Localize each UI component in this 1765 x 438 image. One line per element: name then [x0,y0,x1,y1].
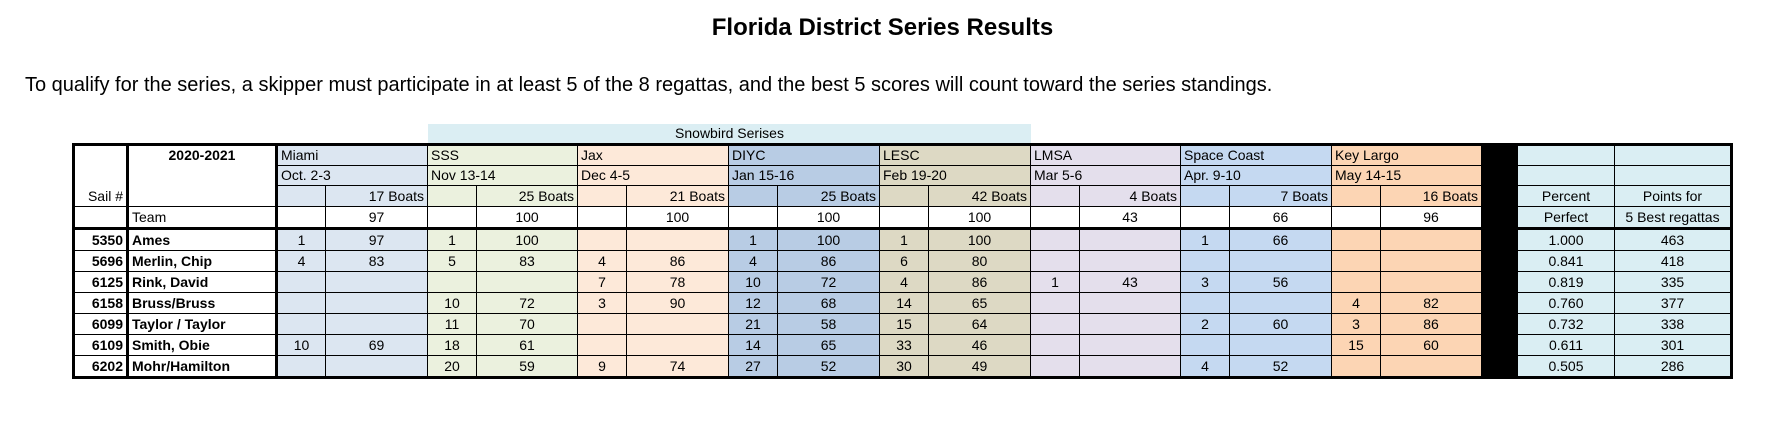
results-table [72,143,1733,379]
score [627,314,729,335]
regatta-name: SSS [428,145,578,166]
place: 12 [729,293,778,314]
score: 46 [929,335,1031,356]
score [1080,229,1181,251]
place [1332,356,1381,378]
divider-column [1483,272,1517,293]
points-header-2: 5 Best regattas [1615,207,1732,229]
place: 18 [428,335,477,356]
place [1031,229,1080,251]
sail-header-mid [74,166,128,186]
team-header: Team [128,207,277,229]
score: 68 [778,293,880,314]
place: 5 [428,251,477,272]
sail-number: 5696 [74,251,128,272]
place-blank [880,207,929,229]
points-best-5: 463 [1615,229,1732,251]
score: 90 [627,293,729,314]
season-blank [128,166,277,186]
place [578,314,627,335]
header-row-max [74,207,1732,229]
score [326,356,428,378]
header-row-dates [74,166,1732,186]
score [1230,251,1332,272]
place [1031,251,1080,272]
score: 78 [627,272,729,293]
place: 15 [1332,335,1381,356]
divider-column [1483,229,1517,251]
regatta-name: Jax [578,145,729,166]
summary-blank [1615,145,1732,166]
score: 83 [326,251,428,272]
team-name: Merlin, Chip [128,251,277,272]
percent-perfect: 0.611 [1517,335,1615,356]
place: 14 [880,293,929,314]
score: 43 [1080,272,1181,293]
divider-column [1483,186,1517,207]
place [277,272,326,293]
score [477,272,578,293]
score [1381,356,1483,378]
percent-header-2: Perfect [1517,207,1615,229]
regatta-name: Miami [277,145,428,166]
place [1031,356,1080,378]
regatta-boats: 25 Boats [477,186,578,207]
summary-blank [1615,166,1732,186]
score: 86 [778,251,880,272]
score: 52 [778,356,880,378]
place [1031,293,1080,314]
score: 100 [929,229,1031,251]
percent-perfect: 0.505 [1517,356,1615,378]
score: 59 [477,356,578,378]
place: 3 [578,293,627,314]
regatta-max-points: 66 [1230,207,1332,229]
score [627,335,729,356]
regatta-boats: 17 Boats [326,186,428,207]
team-name: Bruss/Bruss [128,293,277,314]
points-header: Points for [1615,186,1732,207]
place: 27 [729,356,778,378]
points-best-5: 338 [1615,314,1732,335]
place: 10 [277,335,326,356]
place: 1 [1031,272,1080,293]
sail-header-top [74,145,128,166]
divider-column [1483,314,1517,335]
place: 30 [880,356,929,378]
place-blank [729,186,778,207]
score: 66 [1230,229,1332,251]
score [1080,251,1181,272]
place: 9 [578,356,627,378]
score [326,314,428,335]
score: 49 [929,356,1031,378]
place: 15 [880,314,929,335]
score: 100 [477,229,578,251]
score: 97 [326,229,428,251]
team-name: Ames [128,229,277,251]
place [277,356,326,378]
score: 52 [1230,356,1332,378]
score: 86 [929,272,1031,293]
place-blank [578,207,627,229]
regatta-date: Feb 19-20 [880,166,1031,186]
sail-number-header: Sail # [74,186,128,207]
score [1381,272,1483,293]
divider-column [1483,166,1517,186]
place: 33 [880,335,929,356]
place-blank [277,186,326,207]
score: 65 [929,293,1031,314]
score: 72 [778,272,880,293]
snowbird-series-label: Snowbird Serises [428,124,1031,143]
place: 4 [277,251,326,272]
sail-number: 6099 [74,314,128,335]
summary-blank [1517,166,1615,186]
place-blank [1332,186,1381,207]
score: 64 [929,314,1031,335]
regatta-boats: 25 Boats [778,186,880,207]
place: 10 [428,293,477,314]
sail-number: 6202 [74,356,128,378]
team-name: Taylor / Taylor [128,314,277,335]
regatta-boats: 21 Boats [627,186,729,207]
divider-column [1483,251,1517,272]
place-blank [729,207,778,229]
score [1230,293,1332,314]
place: 3 [1181,272,1230,293]
place-blank [1031,186,1080,207]
score: 69 [326,335,428,356]
place [1181,293,1230,314]
place: 1 [729,229,778,251]
place [277,314,326,335]
regatta-date: Nov 13-14 [428,166,578,186]
score: 86 [627,251,729,272]
table-row [74,251,1732,272]
place: 1 [277,229,326,251]
place-blank [428,186,477,207]
regatta-max-points: 97 [326,207,428,229]
table-row [74,335,1732,356]
score [326,293,428,314]
team-name: Mohr/Hamilton [128,356,277,378]
place: 1 [880,229,929,251]
place [428,272,477,293]
place: 4 [729,251,778,272]
place: 14 [729,335,778,356]
score: 70 [477,314,578,335]
score: 72 [477,293,578,314]
place [1031,314,1080,335]
regatta-max-points: 100 [627,207,729,229]
place-blank [1181,207,1230,229]
score: 82 [1381,293,1483,314]
place-blank [277,207,326,229]
table-row [74,229,1732,251]
team-name: Smith, Obie [128,335,277,356]
sail-number: 6158 [74,293,128,314]
place: 4 [578,251,627,272]
place-blank [880,186,929,207]
results-table-body [74,145,1732,378]
score [1230,335,1332,356]
place [1181,251,1230,272]
regatta-boats: 4 Boats [1080,186,1181,207]
percent-perfect: 1.000 [1517,229,1615,251]
regatta-boats: 7 Boats [1230,186,1332,207]
place: 10 [729,272,778,293]
table-row [74,272,1732,293]
divider-column [1483,207,1517,229]
table-row [74,356,1732,378]
summary-blank [1517,145,1615,166]
percent-perfect: 0.760 [1517,293,1615,314]
place: 20 [428,356,477,378]
place [578,335,627,356]
place [277,293,326,314]
score: 83 [477,251,578,272]
points-best-5: 286 [1615,356,1732,378]
place: 1 [1181,229,1230,251]
place: 2 [1181,314,1230,335]
header-row-names [74,145,1732,166]
place: 4 [1181,356,1230,378]
place-blank [1181,186,1230,207]
sail-number: 5350 [74,229,128,251]
regatta-date: Apr. 9-10 [1181,166,1332,186]
score: 74 [627,356,729,378]
score: 80 [929,251,1031,272]
sail-blank [74,207,128,229]
place [1332,251,1381,272]
place [1031,335,1080,356]
regatta-max-points: 100 [929,207,1031,229]
regatta-name: Space Coast [1181,145,1332,166]
score: 58 [778,314,880,335]
regatta-name: DIYC [729,145,880,166]
score [1080,356,1181,378]
place: 4 [880,272,929,293]
percent-perfect: 0.819 [1517,272,1615,293]
regatta-name: Key Largo [1332,145,1483,166]
divider-column [1483,293,1517,314]
regatta-date: Jan 15-16 [729,166,880,186]
score [1381,229,1483,251]
score [1080,335,1181,356]
sail-number: 6109 [74,335,128,356]
divider-column [1483,145,1517,166]
regatta-max-points: 100 [778,207,880,229]
table-row [74,314,1732,335]
header-row-boats [74,186,1732,207]
divider-column [1483,356,1517,378]
regatta-date: Oct. 2-3 [277,166,428,186]
place-blank [1332,207,1381,229]
place [1181,335,1230,356]
place: 7 [578,272,627,293]
points-best-5: 301 [1615,335,1732,356]
place: 11 [428,314,477,335]
sail-number: 6125 [74,272,128,293]
score: 60 [1381,335,1483,356]
percent-header: Percent [1517,186,1615,207]
team-blank [128,186,277,207]
score [1381,251,1483,272]
place: 4 [1332,293,1381,314]
score [627,229,729,251]
place-blank [428,207,477,229]
team-name: Rink, David [128,272,277,293]
regatta-max-points: 100 [477,207,578,229]
place-blank [578,186,627,207]
regatta-max-points: 43 [1080,207,1181,229]
regatta-max-points: 96 [1381,207,1483,229]
points-best-5: 335 [1615,272,1732,293]
regatta-name: LMSA [1031,145,1181,166]
percent-perfect: 0.841 [1517,251,1615,272]
score: 60 [1230,314,1332,335]
regatta-date: May 14-15 [1332,166,1483,186]
regatta-boats: 42 Boats [929,186,1031,207]
table-row [74,293,1732,314]
score [1080,293,1181,314]
place: 3 [1332,314,1381,335]
place [1332,272,1381,293]
score: 86 [1381,314,1483,335]
place [578,229,627,251]
score: 61 [477,335,578,356]
percent-perfect: 0.732 [1517,314,1615,335]
points-best-5: 377 [1615,293,1732,314]
score [326,272,428,293]
page-title: Florida District Series Results [711,14,1054,41]
regatta-name: LESC [880,145,1031,166]
score: 100 [778,229,880,251]
score [1080,314,1181,335]
season-label: 2020-2021 [128,145,277,166]
place-blank [1031,207,1080,229]
place [1332,229,1381,251]
regatta-date: Mar 5-6 [1031,166,1181,186]
regatta-date: Dec 4-5 [578,166,729,186]
place: 1 [428,229,477,251]
regatta-boats: 16 Boats [1381,186,1483,207]
points-best-5: 418 [1615,251,1732,272]
place: 21 [729,314,778,335]
score: 56 [1230,272,1332,293]
score: 65 [778,335,880,356]
divider-column [1483,335,1517,356]
place: 6 [880,251,929,272]
intro-text: To qualify for the series, a skipper must participate in at least 5 of the 8 regattas, and the best 5 scores will count toward the series standings. [25,74,1273,96]
